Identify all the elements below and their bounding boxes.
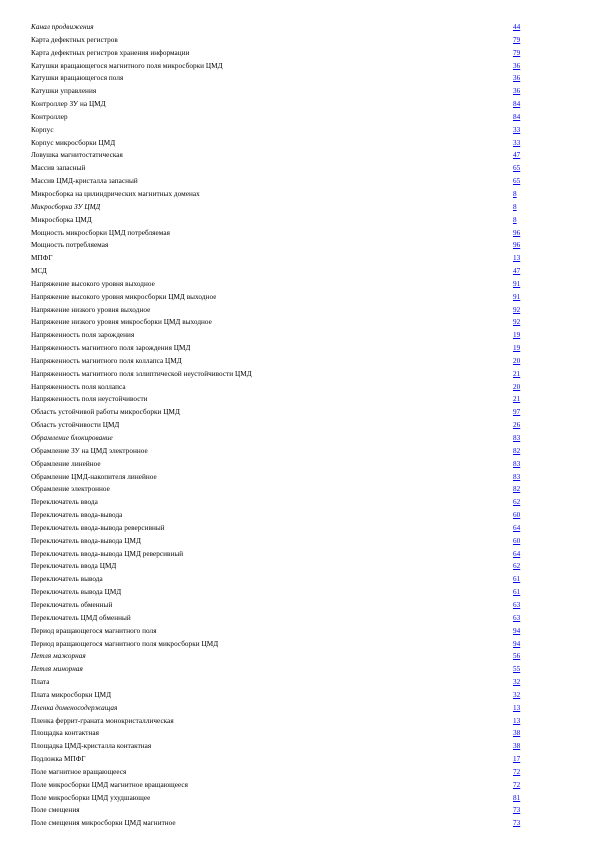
index-entry <box>31 766 527 779</box>
index-entry <box>31 98 527 111</box>
index-term: Контроллер ЗУ на ЦМД <box>31 100 106 109</box>
page-number-link[interactable]: 8 <box>513 215 517 224</box>
page-number-link[interactable]: 62 <box>513 562 521 571</box>
index-term: Напряженность поля неустойчивости <box>31 395 148 404</box>
index-term: Катушки вращающегося магнитного поля микросборки ЦМД <box>31 61 223 70</box>
page-number-link[interactable]: 64 <box>513 549 521 558</box>
page-number-link[interactable]: 33 <box>513 138 521 147</box>
index-entry <box>31 522 527 535</box>
index-term: Корпус микросборки ЦМД <box>31 138 116 147</box>
index-entry <box>31 650 527 663</box>
index-entry <box>31 149 527 162</box>
page-number-link[interactable]: 20 <box>513 382 521 391</box>
index-entry <box>31 252 527 265</box>
index-term: Площадка контактная <box>31 729 99 738</box>
page-number-link[interactable]: 83 <box>513 434 521 442</box>
index-entry <box>31 368 527 381</box>
index-term: Карта дефектных регистров хранения информации <box>31 48 190 57</box>
page-number-link[interactable]: 47 <box>513 151 521 160</box>
index-term: Ловушка магнитостатическая <box>31 151 123 160</box>
index-term: Период вращающегося магнитного поля микросборки ЦМД <box>31 639 219 648</box>
page-number-link[interactable]: 79 <box>513 35 521 44</box>
index-entry <box>31 175 527 188</box>
index-term: Канал продвижения <box>31 23 94 31</box>
page-number-link[interactable]: 19 <box>513 344 521 353</box>
page-number-link[interactable]: 26 <box>513 421 521 430</box>
index-term: Переключатель ввода-вывода ЦМД <box>31 536 141 545</box>
index-entry <box>31 483 527 496</box>
index-term: Обрамление ЗУ на ЦМД электронное <box>31 446 148 455</box>
page-number-link[interactable]: 72 <box>513 767 521 776</box>
index-term: Карта дефектных регистров <box>31 35 118 44</box>
index-term: Площадка ЦМД-кристалла контактная <box>31 742 152 751</box>
page-number-link[interactable]: 44 <box>513 23 521 31</box>
index-entry <box>31 535 527 548</box>
index-term: Переключатель ввода-вывода <box>31 511 123 520</box>
index-entry <box>31 509 527 522</box>
index-entry <box>31 779 527 792</box>
page-number-link[interactable]: 84 <box>513 112 521 121</box>
page-number-link[interactable]: 97 <box>513 408 521 417</box>
index-term: Петля минорная <box>31 665 83 674</box>
index-entry <box>31 471 527 484</box>
index-term: Микросборка на цилиндрических магнитных доменах <box>31 189 200 198</box>
index-entry <box>31 72 527 85</box>
index-term: Напряжение низкого уровня микросборки ЦМД выходное <box>31 318 212 327</box>
index-entry <box>31 34 527 47</box>
index-entry <box>31 60 527 73</box>
page-number-link[interactable]: 82 <box>513 446 521 455</box>
index-entry <box>31 740 527 753</box>
page-number-link[interactable]: 13 <box>513 703 521 712</box>
index-entry <box>31 715 527 728</box>
page-number-link[interactable]: 65 <box>513 164 521 173</box>
index-term: Область устойчивости ЦМД <box>31 421 120 430</box>
index-term: Напряженность магнитного поля эллиптической неустойчивости ЦМД <box>31 369 252 378</box>
page-number-link[interactable]: 61 <box>513 588 521 597</box>
page-number-link[interactable]: 83 <box>513 472 521 481</box>
index-entry <box>31 227 527 240</box>
index-entry <box>31 573 527 586</box>
index-entry <box>31 239 527 252</box>
page-number-link[interactable]: 21 <box>513 395 521 404</box>
index-term: Массив ЦМД-кристалла запасный <box>31 177 138 186</box>
index-entry <box>31 804 527 817</box>
page-number-link[interactable]: 38 <box>513 729 521 738</box>
page-number-link[interactable]: 63 <box>513 613 521 622</box>
index-entry <box>31 638 527 651</box>
index-term: Контроллер <box>31 112 68 121</box>
page-number-link[interactable]: 94 <box>513 639 521 648</box>
index-entry <box>31 689 527 702</box>
index-term: Катушки вращающегося поля <box>31 74 124 83</box>
index-entry <box>31 702 527 715</box>
page-number-link[interactable]: 13 <box>513 254 521 263</box>
page-number-link[interactable]: 47 <box>513 267 521 276</box>
page-number-link[interactable]: 84 <box>513 100 521 109</box>
index-term: Область устойчивой работы микросборки ЦМД <box>31 408 180 417</box>
index-term: Поле магнитное вращающееся <box>31 767 127 776</box>
page-number-link[interactable]: 20 <box>513 356 521 365</box>
index-term: Микросборка ЗУ ЦМД <box>31 202 101 211</box>
index-entry <box>31 586 527 599</box>
index-term: Плата <box>31 678 50 687</box>
index-entry <box>31 329 527 342</box>
index-entry <box>31 304 527 317</box>
index-entry <box>31 188 527 201</box>
page-number-link[interactable]: 55 <box>513 665 521 674</box>
page-number-link[interactable]: 63 <box>513 600 521 609</box>
index-term: Плата микросборки ЦМД <box>31 690 112 699</box>
index-term: Поле микросборки ЦМД ухудшающее <box>31 793 151 802</box>
index-term: Переключатель вывода ЦМД <box>31 588 122 597</box>
page-number-link[interactable]: 61 <box>513 575 521 584</box>
index-entry <box>31 496 527 509</box>
index-term: Период вращающегося магнитного поля <box>31 626 157 635</box>
index-entry <box>31 265 527 278</box>
page-number-link[interactable]: 82 <box>513 485 521 494</box>
index-entry <box>31 342 527 355</box>
index-entry <box>31 445 527 458</box>
page-number-link[interactable]: 38 <box>513 742 521 751</box>
index-term: Напряженность поля зарождения <box>31 331 135 340</box>
page-number-link[interactable]: 83 <box>513 459 521 468</box>
index-entry <box>31 162 527 175</box>
index-entry <box>31 124 527 137</box>
page-number-link[interactable]: 94 <box>513 626 521 635</box>
index-term: Переключатель вывода <box>31 575 103 584</box>
page-number-link[interactable]: 92 <box>513 305 521 314</box>
page-number-link[interactable]: 13 <box>513 716 521 725</box>
index-term: Поле микросборки ЦМД магнитное вращающееся <box>31 780 189 789</box>
index-entry <box>31 727 527 740</box>
index-entry <box>31 214 527 227</box>
index-entry <box>31 548 527 561</box>
index-term: Подложка МПФГ <box>31 755 86 764</box>
index-entry <box>31 381 527 394</box>
index-term: Переключатель ввода ЦМД <box>31 562 117 571</box>
index-entry <box>31 393 527 406</box>
index-entry <box>31 85 527 98</box>
page-number-link[interactable]: 8 <box>513 202 517 211</box>
index-term: Переключатель ввода-вывода ЦМД реверсивный <box>31 549 184 558</box>
index-entry <box>31 111 527 124</box>
index-term: Петля мажорная <box>31 652 86 661</box>
index-entry <box>31 201 527 214</box>
index-term: Поле смещения микросборки ЦМД магнитное <box>31 819 176 828</box>
index-term: Напряжение высокого уровня микросборки ЦМД выходное <box>31 292 217 301</box>
index-entry <box>31 612 527 625</box>
index-entry <box>31 753 527 766</box>
index-entry <box>31 560 527 573</box>
index-term: Напряжение высокого уровня выходное <box>31 279 155 288</box>
index-entry <box>31 278 527 291</box>
index-term: Обрамление электронное <box>31 485 110 494</box>
index-term: Переключатель обменный <box>31 600 113 609</box>
index-term: Поле смещения <box>31 806 80 815</box>
index-term: Пленка феррит-граната монокристаллическая <box>31 716 174 725</box>
page-number-link[interactable]: 73 <box>513 806 521 815</box>
index-term: Мощность потребляемая <box>31 241 109 250</box>
index-entry <box>31 625 527 638</box>
index-entry <box>31 817 527 830</box>
index-entry <box>31 406 527 419</box>
page-number-link[interactable]: 56 <box>513 652 521 661</box>
index-entry <box>31 792 527 805</box>
index-entry <box>31 291 527 304</box>
index-term: Мощность микросборки ЦМД потребляемая <box>31 228 170 237</box>
index-term: Обрамление ЦМД-накопителя линейное <box>31 472 157 481</box>
page-number-link[interactable]: 62 <box>513 498 521 507</box>
page-number-link[interactable]: 60 <box>513 511 521 520</box>
page-number-link[interactable]: 36 <box>513 87 521 96</box>
page-number-link[interactable]: 36 <box>513 61 521 70</box>
page-number-link[interactable]: 81 <box>513 793 521 802</box>
page-number-link[interactable]: 91 <box>513 292 521 301</box>
index-entry <box>31 458 527 471</box>
page-number-link[interactable]: 65 <box>513 177 521 186</box>
index-term: Переключатель ввода <box>31 498 98 507</box>
index-term: Переключатель ввода-вывода реверсивный <box>31 523 165 532</box>
index-entry <box>31 663 527 676</box>
index-entry <box>31 137 527 150</box>
page-number-link[interactable]: 21 <box>513 369 521 378</box>
index-entry <box>31 419 527 432</box>
index-term: Микросборка ЦМД <box>31 215 92 224</box>
index-term: Корпус <box>31 125 54 134</box>
page-number-link[interactable]: 8 <box>513 189 517 198</box>
index-entry <box>31 316 527 329</box>
page-number-link[interactable]: 32 <box>513 678 521 687</box>
index-term: Массив запасный <box>31 164 86 173</box>
index-term: Напряженность поля коллапса <box>31 382 126 391</box>
index-term: Напряженность магнитного поля зарождения ЦМД <box>31 344 191 353</box>
index-term: Напряжение низкого уровня выходное <box>31 305 151 314</box>
page-number-link[interactable]: 32 <box>513 690 521 699</box>
page-number-link[interactable]: 33 <box>513 125 521 134</box>
page-number-link[interactable]: 73 <box>513 819 521 828</box>
index-term: Катушки управления <box>31 87 97 96</box>
page-number-link[interactable]: 72 <box>513 780 521 789</box>
page-number-link[interactable]: 96 <box>513 228 521 237</box>
index-term: Обрамление линейное <box>31 459 101 468</box>
index-term: МПФГ <box>31 254 53 263</box>
page-number-link[interactable]: 64 <box>513 523 521 532</box>
page-number-link[interactable]: 19 <box>513 331 521 340</box>
index-entry <box>31 676 527 689</box>
index-entry <box>31 21 527 34</box>
index-term: Обрамление блокирование <box>31 434 113 442</box>
index-term: Напряженность магнитного поля коллапса ЦМД <box>31 356 182 365</box>
page-number-link[interactable]: 36 <box>513 74 521 83</box>
index-entry <box>31 599 527 612</box>
index-entry <box>31 432 527 445</box>
index-entry <box>31 47 527 60</box>
page-number-link[interactable]: 96 <box>513 241 521 250</box>
page-number-link[interactable]: 17 <box>513 755 521 764</box>
subject-index-list <box>31 21 527 830</box>
index-term: Пленка доменосодержащая <box>31 703 118 712</box>
page-number-link[interactable]: 91 <box>513 279 521 288</box>
page-number-link[interactable]: 79 <box>513 48 521 57</box>
page-number-link[interactable]: 92 <box>513 318 521 327</box>
page-number-link[interactable]: 60 <box>513 536 521 545</box>
index-term: МСД <box>31 267 47 276</box>
index-entry <box>31 355 527 368</box>
index-term: Переключатель ЦМД обменный <box>31 613 131 622</box>
